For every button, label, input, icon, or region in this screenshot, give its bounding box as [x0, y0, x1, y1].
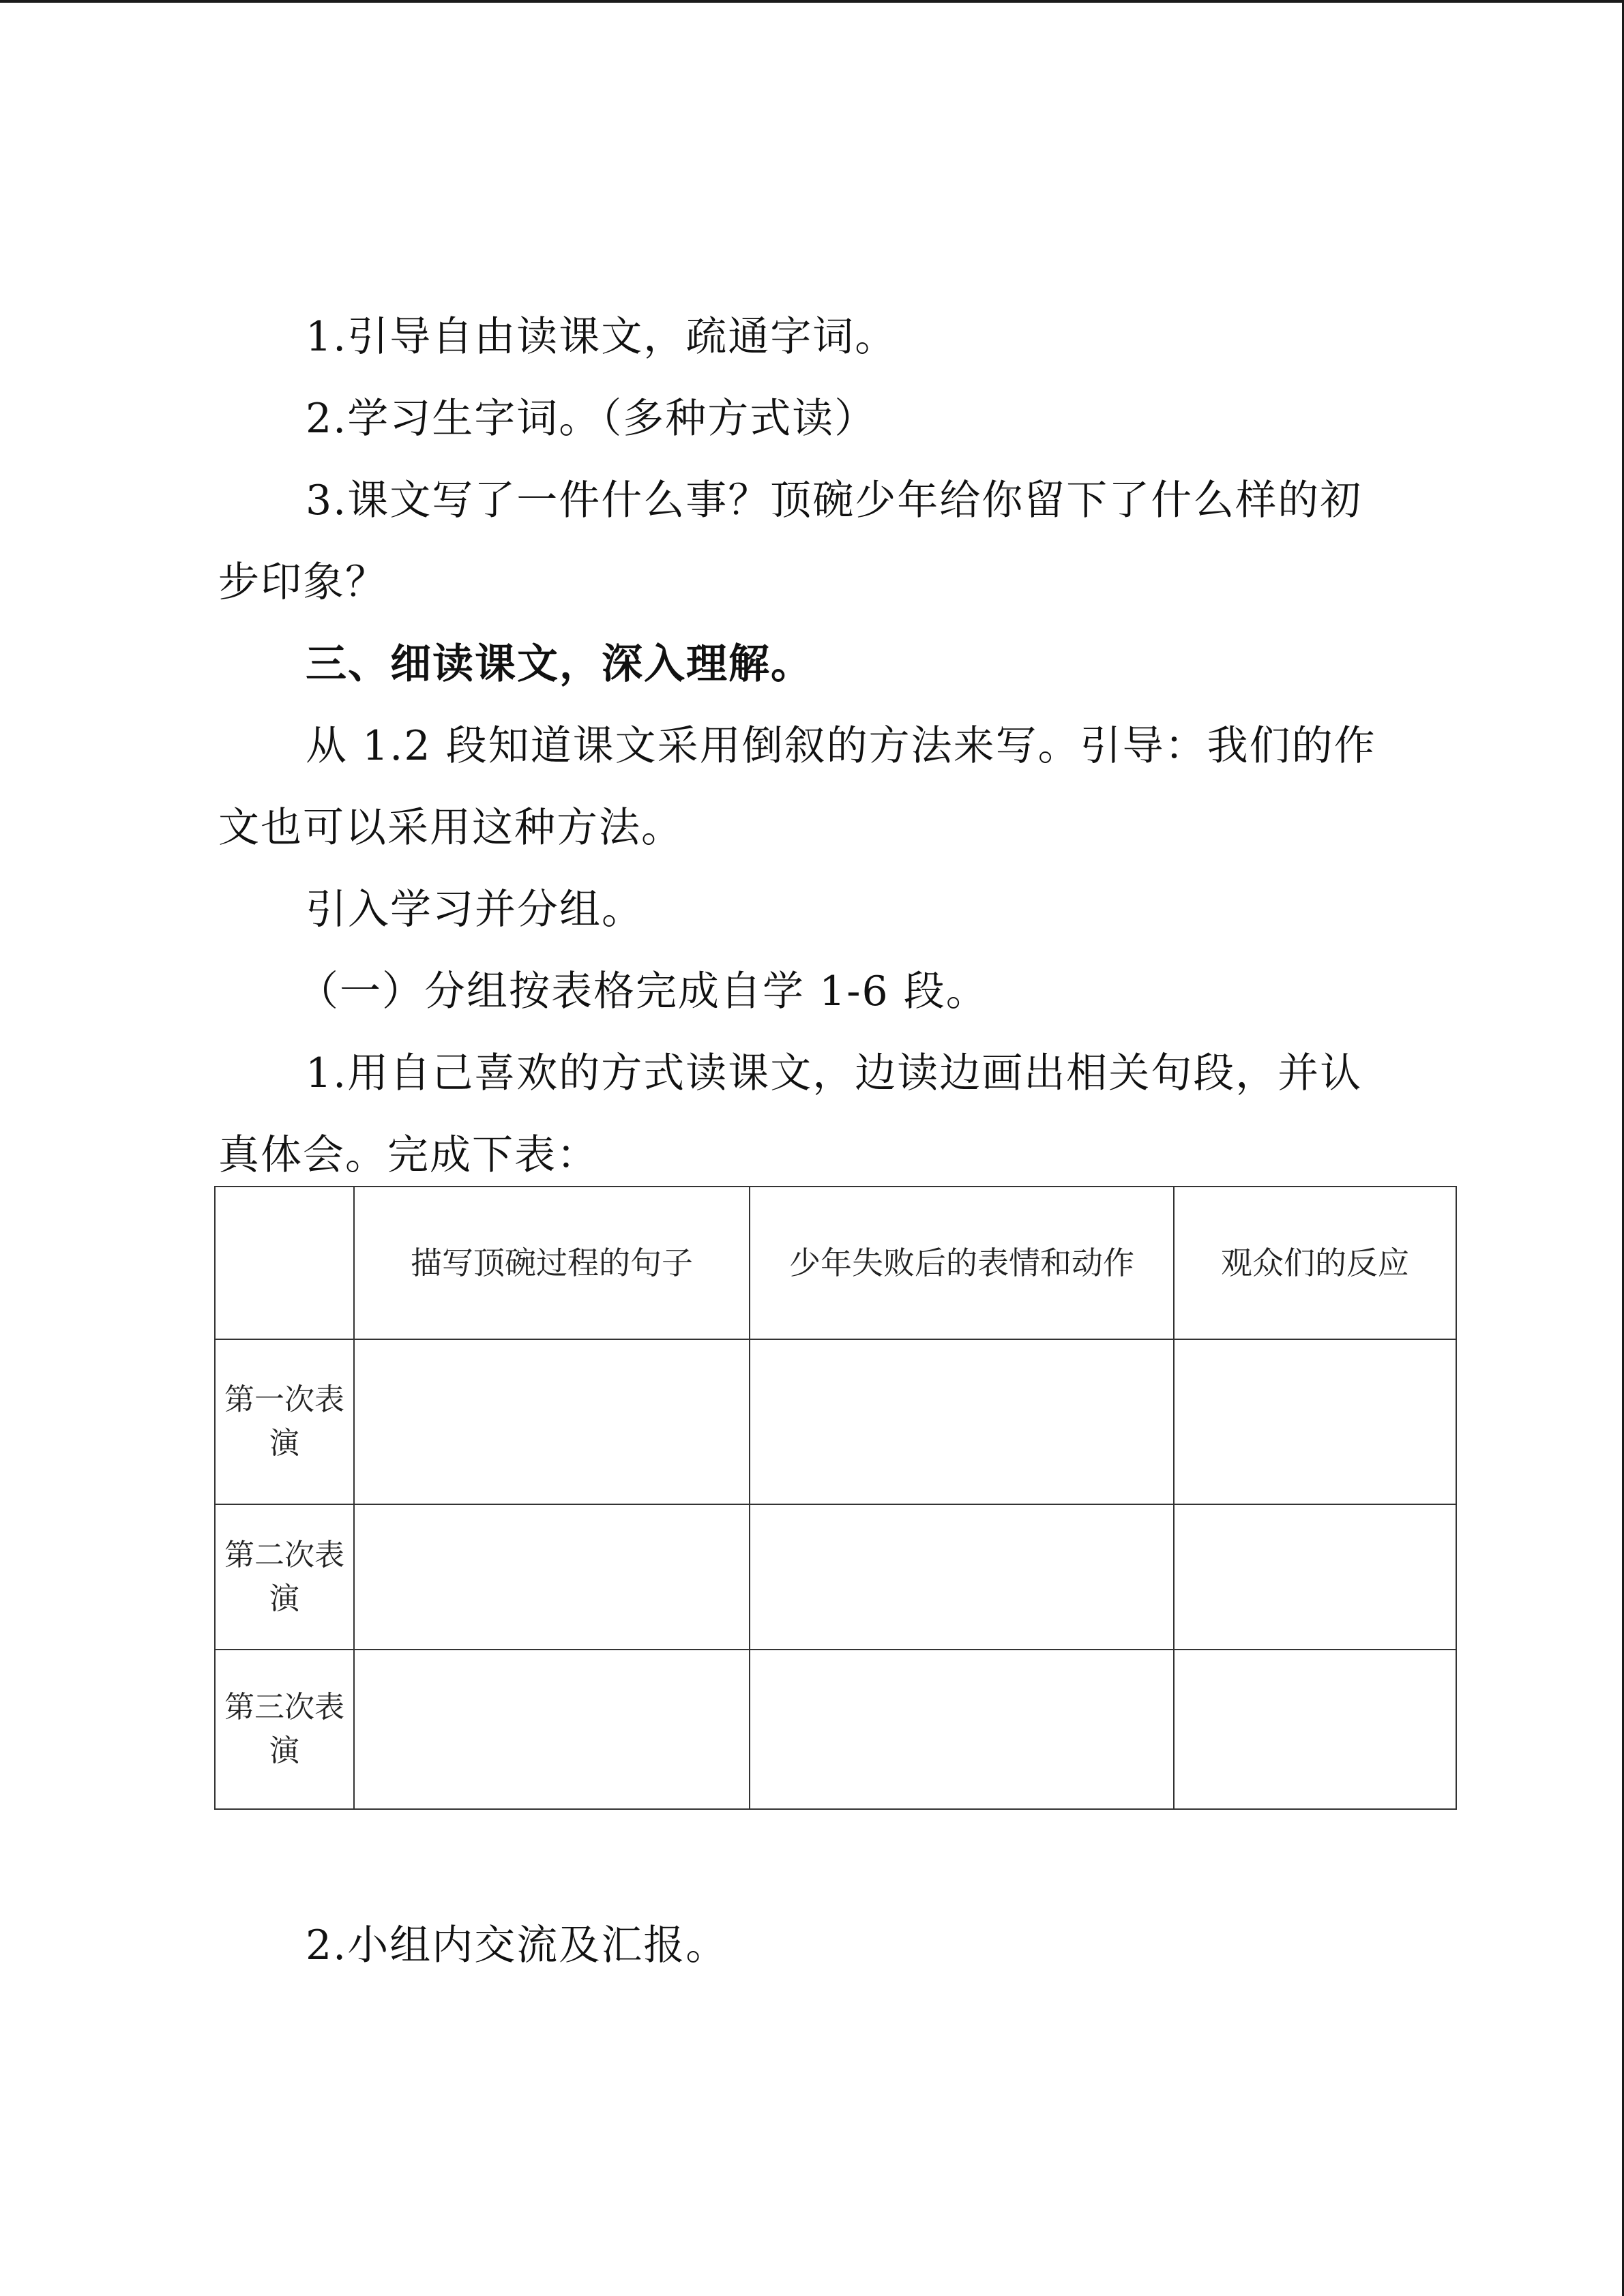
paragraph-grouping: 引入学习并分组。 — [306, 886, 644, 934]
paragraph-group-task: （一）分组按表格完成自学 1-6 段。 — [297, 968, 988, 1015]
table-cell-input[interactable] — [354, 1650, 750, 1809]
header-boy-reaction: 少年失败后的表情和动作 — [750, 1187, 1174, 1339]
row-label-first-performance: 第一次表 演 — [215, 1339, 354, 1504]
table-cell-input[interactable] — [354, 1504, 750, 1650]
table-header-row — [215, 1187, 1456, 1339]
table-cell-input[interactable] — [354, 1339, 750, 1504]
row-label-third-performance: 第三次表 演 — [215, 1650, 354, 1809]
page-top-border — [0, 0, 1624, 3]
paragraph-question-line2: 步印象？ — [218, 558, 387, 606]
table-cell-input[interactable] — [1174, 1650, 1456, 1809]
table-cell-input[interactable] — [1174, 1504, 1456, 1650]
header-audience-reaction: 观众们的反应 — [1174, 1187, 1456, 1339]
table-cell-input[interactable] — [750, 1650, 1174, 1809]
paragraph-learn-words: 2.学习生字词。（多种方式读） — [306, 395, 877, 443]
table-cell-input[interactable] — [750, 1504, 1174, 1650]
table-row — [215, 1339, 1456, 1504]
paragraph-read-freely: 1.引导自由读课文，疏通字词。 — [306, 313, 898, 361]
table-corner-cell — [215, 1187, 354, 1339]
paragraph-instruction-line1: 1.用自己喜欢的方式读课文，边读边画出相关句段，并认 — [306, 1049, 1363, 1097]
table-cell-input[interactable] — [750, 1339, 1174, 1504]
section-heading-three: 三、细读课文，深入理解。 — [306, 640, 813, 688]
paragraph-flashback-line1: 从 1.2 段知道课文采用倒叙的方法来写。引导：我们的作 — [306, 722, 1376, 770]
paragraph-group-report: 2.小组内交流及汇报。 — [306, 1922, 728, 1969]
header-bowl-sentences: 描写顶碗过程的句子 — [354, 1187, 750, 1339]
table-row — [215, 1504, 1456, 1650]
paragraph-instruction-line2: 真体会。完成下表： — [218, 1131, 599, 1179]
paragraph-question-line1: 3.课文写了一件什么事？顶碗少年给你留下了什么样的初 — [306, 477, 1363, 524]
row-label-second-performance: 第二次表 演 — [215, 1504, 354, 1650]
table-cell-input[interactable] — [1174, 1339, 1456, 1504]
self-study-table — [214, 1186, 1457, 1810]
table-row — [215, 1650, 1456, 1809]
paragraph-flashback-line2: 文也可以采用这种方法。 — [218, 804, 683, 852]
